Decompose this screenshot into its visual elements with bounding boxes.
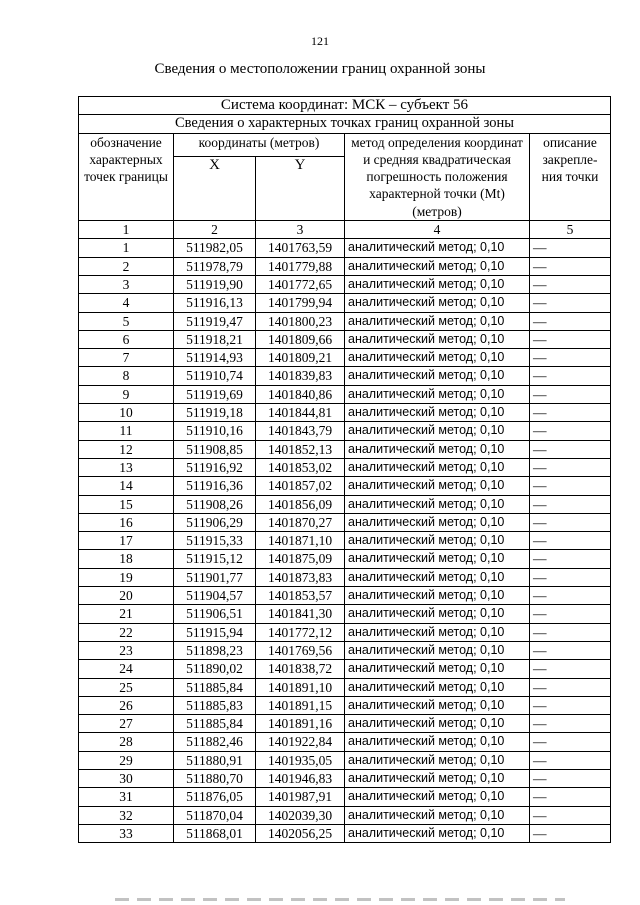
method-cell: аналитический метод; 0,10 [345,568,530,586]
method-cell: аналитический метод; 0,10 [345,404,530,422]
x-coordinate-cell: 511918,21 [174,330,256,348]
header-y: Y [256,157,345,221]
y-coordinate-cell: 1401779,88 [256,257,345,275]
table-row [79,513,611,531]
table-subtitle: Сведения о характерных точках границ охранной зоны [79,115,611,133]
method-cell: аналитический метод; 0,10 [345,769,530,787]
table-row [79,641,611,659]
method-cell: аналитический метод; 0,10 [345,422,530,440]
point-number-cell: 23 [79,641,174,659]
y-coordinate-cell: 1402039,30 [256,806,345,824]
method-cell: аналитический метод; 0,10 [345,385,530,403]
y-coordinate-cell: 1401772,65 [256,275,345,293]
method-cell: аналитический метод; 0,10 [345,440,530,458]
y-coordinate-cell: 1401987,91 [256,788,345,806]
header-point-designation: обозначение характерных точек границы [79,133,174,220]
description-cell: — [530,806,611,824]
page-number: 121 [311,34,329,48]
point-number-cell: 18 [79,550,174,568]
table-row [79,660,611,678]
x-coordinate-cell: 511908,85 [174,440,256,458]
x-coordinate-cell: 511904,57 [174,587,256,605]
description-cell: — [530,458,611,476]
point-number-cell: 25 [79,678,174,696]
x-coordinate-cell: 511982,05 [174,239,256,257]
point-number-cell: 4 [79,294,174,312]
method-cell: аналитический метод; 0,10 [345,751,530,769]
description-cell: — [530,422,611,440]
description-cell: — [530,751,611,769]
description-cell: — [530,257,611,275]
method-cell: аналитический метод; 0,10 [345,660,530,678]
y-coordinate-cell: 1401839,83 [256,367,345,385]
coordinate-system-row [79,97,611,115]
column-numbers-row [79,221,611,239]
table-row [79,678,611,696]
table-row [79,294,611,312]
x-coordinate-cell: 511906,29 [174,513,256,531]
y-coordinate-cell: 1401772,12 [256,623,345,641]
point-number-cell: 22 [79,623,174,641]
x-coordinate-cell: 511890,02 [174,660,256,678]
table-row [79,495,611,513]
header-method: метод определения координат и средняя квадратическая погрешность положения характерной точки (Mt) (метров) [345,133,530,220]
description-cell: — [530,440,611,458]
y-coordinate-cell: 1401922,84 [256,733,345,751]
method-cell: аналитический метод; 0,10 [345,678,530,696]
method-cell: аналитический метод; 0,10 [345,623,530,641]
x-coordinate-cell: 511885,84 [174,715,256,733]
x-coordinate-cell: 511910,74 [174,367,256,385]
description-cell: — [530,824,611,842]
point-number-cell: 3 [79,275,174,293]
column-number: 1 [79,221,174,239]
x-coordinate-cell: 511910,16 [174,422,256,440]
table-row [79,788,611,806]
y-coordinate-cell: 1401799,94 [256,294,345,312]
description-cell: — [530,495,611,513]
description-cell: — [530,550,611,568]
method-cell: аналитический метод; 0,10 [345,330,530,348]
x-coordinate-cell: 511885,83 [174,696,256,714]
method-cell: аналитический метод; 0,10 [345,294,530,312]
description-cell: — [530,477,611,495]
point-number-cell: 19 [79,568,174,586]
table-row [79,440,611,458]
description-cell: — [530,641,611,659]
method-cell: аналитический метод; 0,10 [345,257,530,275]
method-cell: аналитический метод; 0,10 [345,349,530,367]
description-cell: — [530,532,611,550]
table-row [79,367,611,385]
y-coordinate-cell: 1401891,15 [256,696,345,714]
y-coordinate-cell: 1401856,09 [256,495,345,513]
description-cell: — [530,385,611,403]
column-number: 4 [345,221,530,239]
y-coordinate-cell: 1402056,25 [256,824,345,842]
point-number-cell: 12 [79,440,174,458]
point-number-cell: 26 [79,696,174,714]
page-title: Сведения о местоположении границ охранной зоны [154,61,486,77]
y-coordinate-cell: 1401946,83 [256,769,345,787]
method-cell: аналитический метод; 0,10 [345,367,530,385]
method-cell: аналитический метод; 0,10 [345,532,530,550]
description-cell: — [530,623,611,641]
point-number-cell: 32 [79,806,174,824]
x-coordinate-cell: 511915,33 [174,532,256,550]
y-coordinate-cell: 1401844,81 [256,404,345,422]
table-row [79,696,611,714]
header-coordinates: координаты (метров) [174,133,345,156]
point-number-cell: 33 [79,824,174,842]
description-cell: — [530,568,611,586]
method-cell: аналитический метод; 0,10 [345,806,530,824]
x-coordinate-cell: 511919,47 [174,312,256,330]
description-cell: — [530,312,611,330]
x-coordinate-cell: 511908,26 [174,495,256,513]
y-coordinate-cell: 1401853,57 [256,587,345,605]
table-row [79,623,611,641]
x-coordinate-cell: 511916,36 [174,477,256,495]
x-coordinate-cell: 511880,70 [174,769,256,787]
description-cell: — [530,367,611,385]
y-coordinate-cell: 1401857,02 [256,477,345,495]
description-cell: — [530,769,611,787]
y-coordinate-cell: 1401769,56 [256,641,345,659]
x-coordinate-cell: 511870,04 [174,806,256,824]
table-row [79,275,611,293]
method-cell: аналитический метод; 0,10 [345,513,530,531]
table-row [79,312,611,330]
description-cell: — [530,733,611,751]
description-cell: — [530,788,611,806]
table-row [79,330,611,348]
table-row [79,458,611,476]
method-cell: аналитический метод; 0,10 [345,495,530,513]
point-number-cell: 14 [79,477,174,495]
x-coordinate-cell: 511915,12 [174,550,256,568]
header-description: описание закрепле-ния точки [530,133,611,220]
table-row [79,715,611,733]
table-subtitle-row [79,115,611,133]
x-coordinate-cell: 511978,79 [174,257,256,275]
table-row [79,404,611,422]
method-cell: аналитический метод; 0,10 [345,641,530,659]
y-coordinate-cell: 1401875,09 [256,550,345,568]
table-row [79,824,611,842]
y-coordinate-cell: 1401873,83 [256,568,345,586]
y-coordinate-cell: 1401870,27 [256,513,345,531]
x-coordinate-cell: 511898,23 [174,641,256,659]
description-cell: — [530,513,611,531]
point-number-cell: 5 [79,312,174,330]
point-number-cell: 8 [79,367,174,385]
y-coordinate-cell: 1401840,86 [256,385,345,403]
x-coordinate-cell: 511880,91 [174,751,256,769]
method-cell: аналитический метод; 0,10 [345,696,530,714]
point-number-cell: 17 [79,532,174,550]
table-row [79,239,611,257]
y-coordinate-cell: 1401809,21 [256,349,345,367]
point-number-cell: 6 [79,330,174,348]
table-row [79,477,611,495]
coordinates-table [78,96,611,843]
point-number-cell: 15 [79,495,174,513]
x-coordinate-cell: 511915,94 [174,623,256,641]
table-row [79,751,611,769]
description-cell: — [530,605,611,623]
x-coordinate-cell: 511916,13 [174,294,256,312]
header-x: X [174,157,256,221]
column-number: 2 [174,221,256,239]
y-coordinate-cell: 1401800,23 [256,312,345,330]
method-cell: аналитический метод; 0,10 [345,605,530,623]
point-number-cell: 24 [79,660,174,678]
x-coordinate-cell: 511919,18 [174,404,256,422]
description-cell: — [530,587,611,605]
method-cell: аналитический метод; 0,10 [345,715,530,733]
x-coordinate-cell: 511916,92 [174,458,256,476]
y-coordinate-cell: 1401935,05 [256,751,345,769]
method-cell: аналитический метод; 0,10 [345,458,530,476]
table-row [79,385,611,403]
y-coordinate-cell: 1401852,13 [256,440,345,458]
y-coordinate-cell: 1401891,16 [256,715,345,733]
method-cell: аналитический метод; 0,10 [345,477,530,495]
description-cell: — [530,275,611,293]
description-cell: — [530,715,611,733]
x-coordinate-cell: 511882,46 [174,733,256,751]
table-row [79,349,611,367]
point-number-cell: 27 [79,715,174,733]
x-coordinate-cell: 511906,51 [174,605,256,623]
y-coordinate-cell: 1401809,66 [256,330,345,348]
description-cell: — [530,696,611,714]
coordinate-system-label: Система координат: МСК – субъект 56 [79,97,611,115]
column-number: 5 [530,221,611,239]
column-number: 3 [256,221,345,239]
description-cell: — [530,678,611,696]
description-cell: — [530,294,611,312]
point-number-cell: 2 [79,257,174,275]
y-coordinate-cell: 1401853,02 [256,458,345,476]
table-row [79,422,611,440]
method-cell: аналитический метод; 0,10 [345,587,530,605]
x-coordinate-cell: 511876,05 [174,788,256,806]
x-coordinate-cell: 511919,90 [174,275,256,293]
table-row [79,550,611,568]
cut-off-text-strip [115,898,565,901]
point-number-cell: 30 [79,769,174,787]
y-coordinate-cell: 1401891,10 [256,678,345,696]
method-cell: аналитический метод; 0,10 [345,733,530,751]
y-coordinate-cell: 1401838,72 [256,660,345,678]
table-row [79,733,611,751]
method-cell: аналитический метод; 0,10 [345,824,530,842]
method-cell: аналитический метод; 0,10 [345,275,530,293]
point-number-cell: 28 [79,733,174,751]
table-row [79,806,611,824]
y-coordinate-cell: 1401841,30 [256,605,345,623]
description-cell: — [530,660,611,678]
x-coordinate-cell: 511919,69 [174,385,256,403]
method-cell: аналитический метод; 0,10 [345,312,530,330]
point-number-cell: 29 [79,751,174,769]
table-row [79,532,611,550]
y-coordinate-cell: 1401871,10 [256,532,345,550]
table-row [79,587,611,605]
point-number-cell: 1 [79,239,174,257]
table-row [79,605,611,623]
description-cell: — [530,239,611,257]
x-coordinate-cell: 511914,93 [174,349,256,367]
y-coordinate-cell: 1401843,79 [256,422,345,440]
method-cell: аналитический метод; 0,10 [345,788,530,806]
header-row [79,133,611,156]
point-number-cell: 13 [79,458,174,476]
table-row [79,769,611,787]
point-number-cell: 20 [79,587,174,605]
description-cell: — [530,330,611,348]
table-row [79,257,611,275]
point-number-cell: 31 [79,788,174,806]
x-coordinate-cell: 511885,84 [174,678,256,696]
y-coordinate-cell: 1401763,59 [256,239,345,257]
description-cell: — [530,349,611,367]
table-row [79,568,611,586]
method-cell: аналитический метод; 0,10 [345,550,530,568]
x-coordinate-cell: 511901,77 [174,568,256,586]
x-coordinate-cell: 511868,01 [174,824,256,842]
point-number-cell: 21 [79,605,174,623]
description-cell: — [530,404,611,422]
point-number-cell: 7 [79,349,174,367]
point-number-cell: 11 [79,422,174,440]
point-number-cell: 10 [79,404,174,422]
point-number-cell: 16 [79,513,174,531]
point-number-cell: 9 [79,385,174,403]
method-cell: аналитический метод; 0,10 [345,239,530,257]
